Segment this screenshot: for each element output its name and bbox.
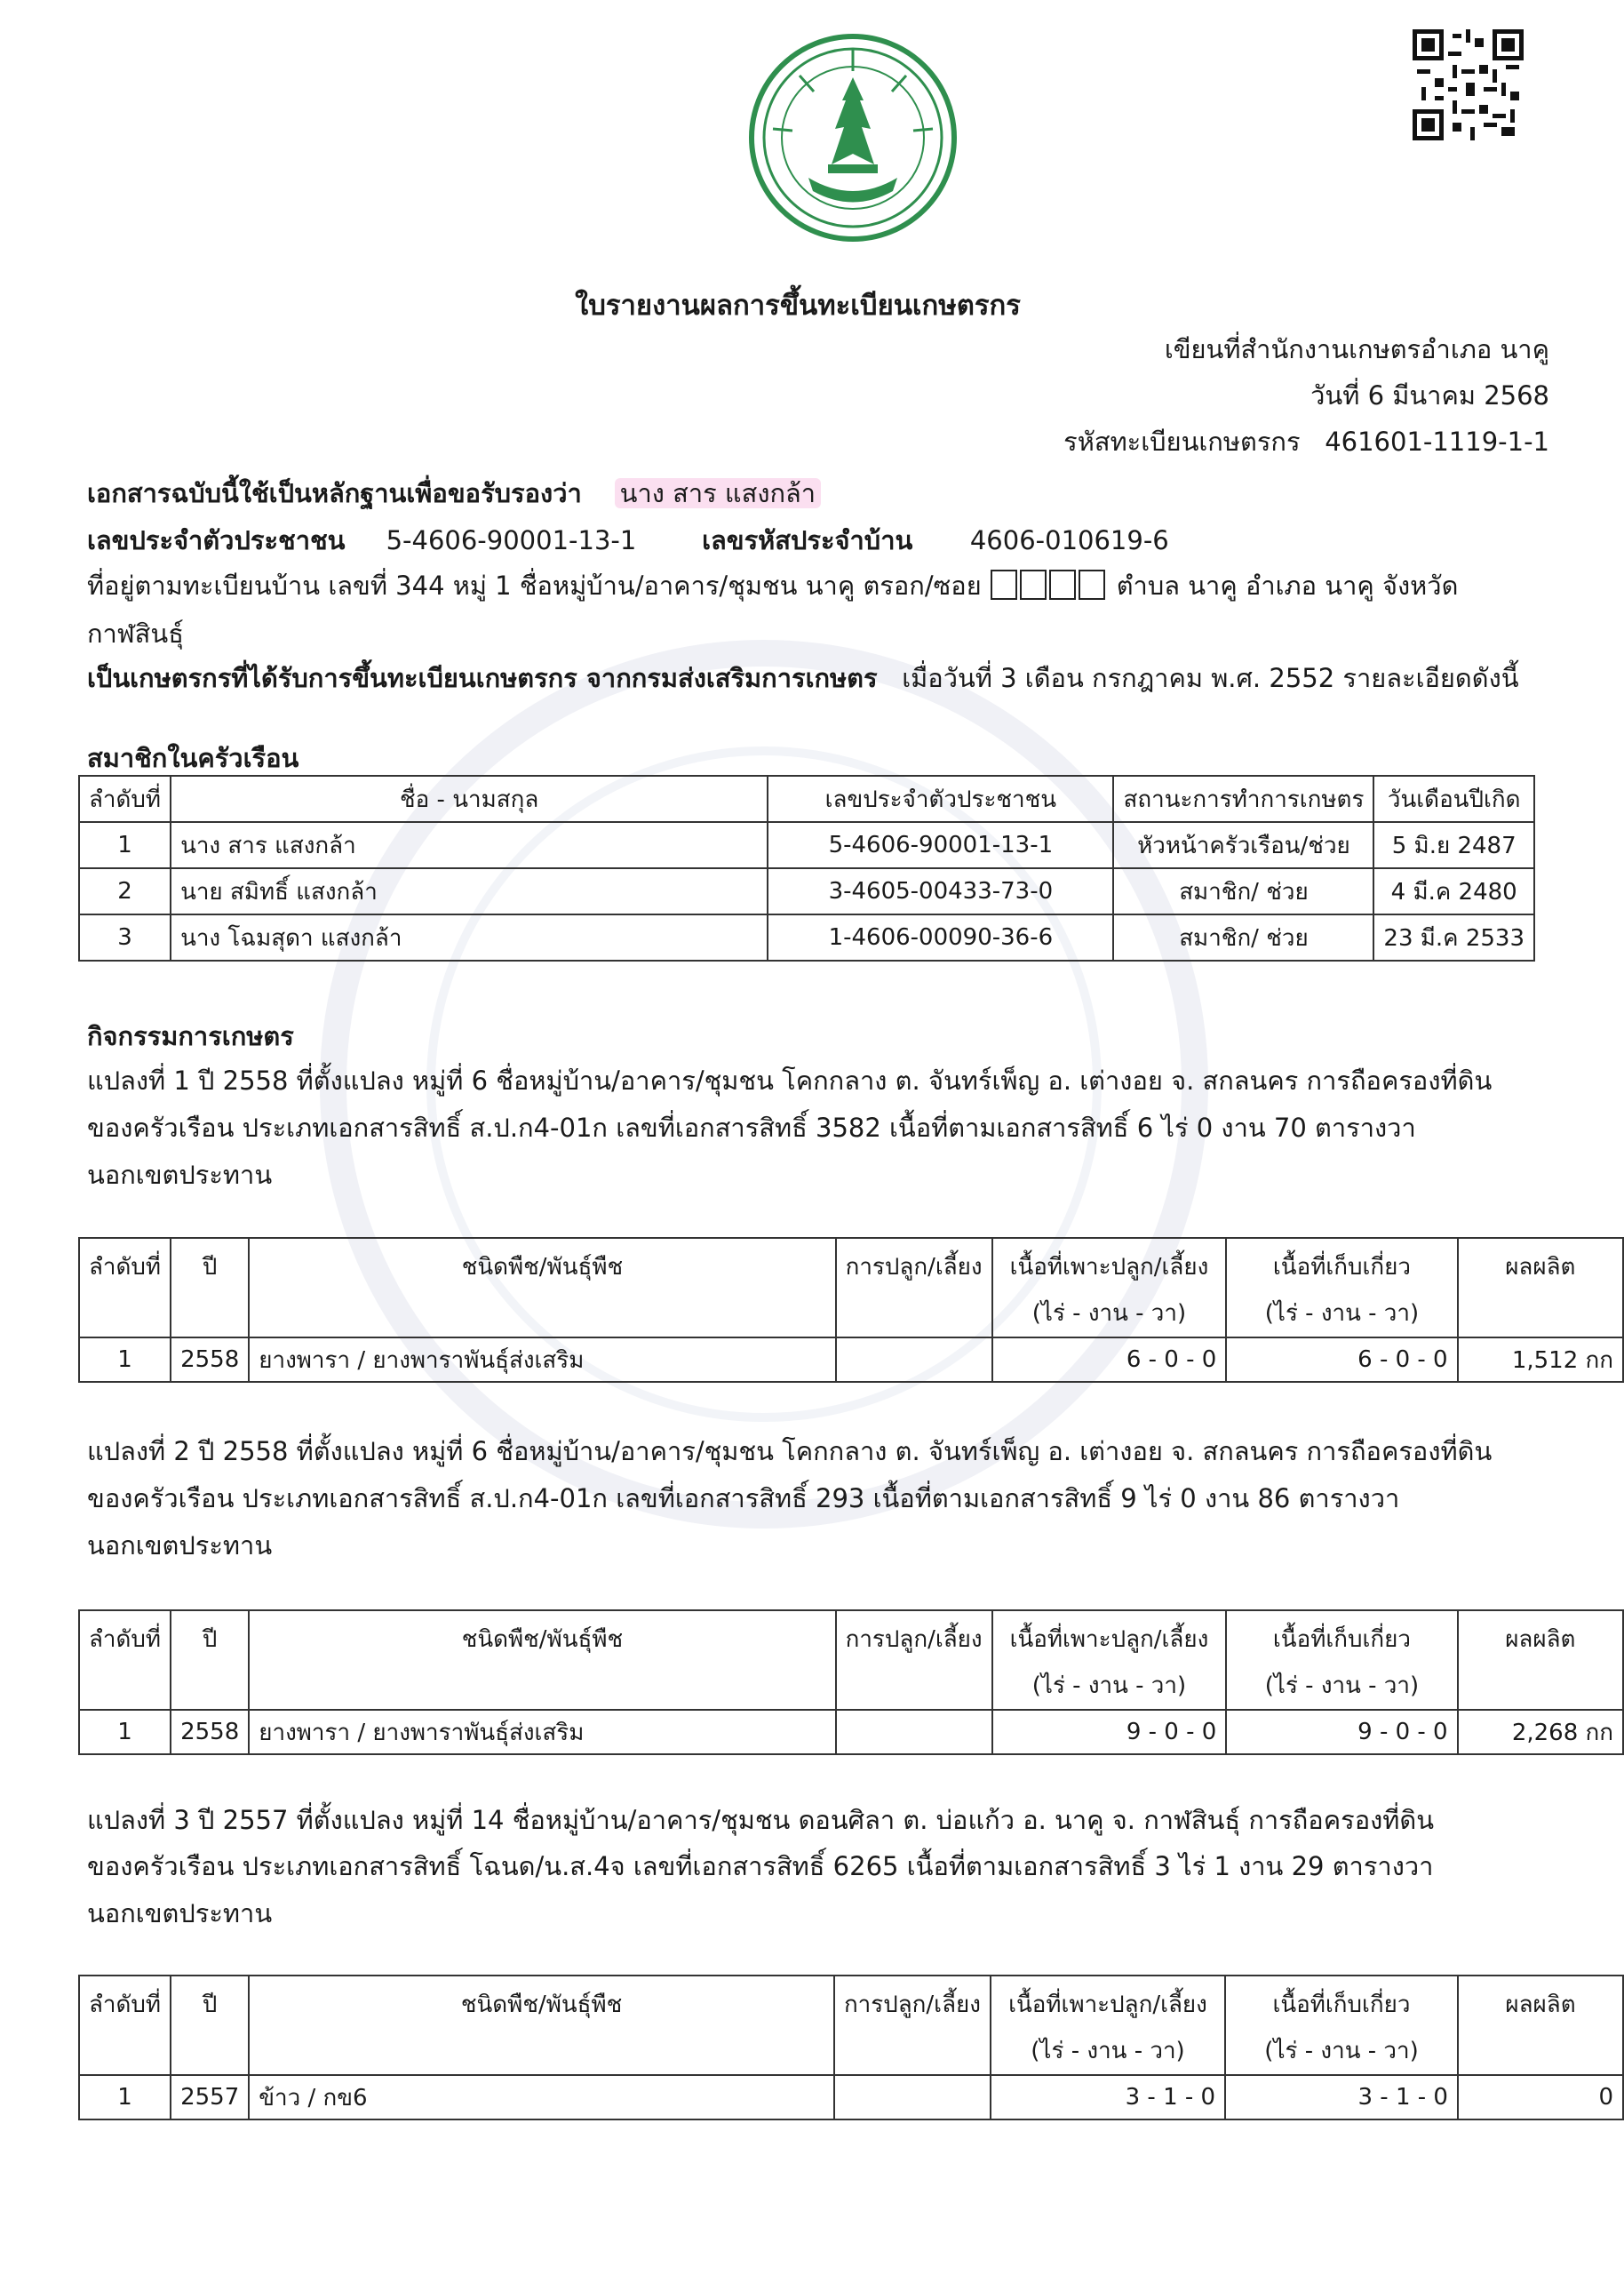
- unit-label: (ไร่ - งาน - วา): [1031, 2038, 1185, 2064]
- col-seq: ลำดับที่: [79, 776, 171, 822]
- plot-1-line-2: ของครัวเรือน ประเภทเอกสารสิทธิ์ ส.ป.ก4-01ก เลขที่เอกสารสิทธิ์ 3582 เนื้อที่ตามเอกสารสิทธิ์ 6 ไร่ 0 งาน 70 ตารางวา: [87, 1113, 1416, 1143]
- address-line-2: กาฬสินธุ์: [87, 619, 184, 649]
- plot-1-line-1: แปลงที่ 1 ปี 2558 ที่ตั้งแปลง หมู่ที่ 6 ชื่อหมู่บ้าน/อาคาร/ชุมชน โคกกลาง ต. จันทร์เพ็ญ อ. เต่างอย จ. สกลนคร การถือครองที่ดิน: [87, 1066, 1493, 1096]
- house-value: 4606-010619-6: [969, 525, 1169, 555]
- registration-bold: เป็นเกษตรกรที่ได้รับการขึ้นทะเบียนเกษตรกร จากกรมส่งเสริมการเกษตร: [87, 663, 878, 693]
- col-year: ปี: [171, 1610, 249, 1710]
- row-method: [836, 1337, 992, 1382]
- plot-header-row: [79, 1610, 1623, 1710]
- col-method: การปลูก/เลี้ยง: [836, 1610, 992, 1710]
- plot-3-table: [78, 1975, 1624, 2120]
- col-method: การปลูก/เลี้ยง: [836, 1238, 992, 1337]
- table-row: [79, 2075, 1623, 2119]
- row-year: 2558: [171, 1337, 249, 1382]
- row-year: 2558: [171, 1710, 249, 1754]
- table-row: [79, 1710, 1623, 1754]
- certify-line: [87, 473, 821, 514]
- table-row: [79, 822, 1534, 868]
- row-crop: ยางพารา / ยางพาราพันธุ์ส่งเสริม: [249, 1710, 835, 1754]
- plot-3-line-3: นอกเขตประทาน: [87, 1898, 273, 1928]
- plot-3-line-2: ของครัวเรือน ประเภทเอกสารสิทธิ์ โฉนด/น.ส.4จ เลขที่เอกสารสิทธิ์ 6265 เนื้อที่ตามเอกสารสิทธิ์ 3 ไร่ 1 งาน 29 ตารางวา: [87, 1851, 1434, 1881]
- unit-label: (ไร่ - งาน - วา): [1264, 2038, 1419, 2064]
- farmer-code-label: รหัสทะเบียนเกษตรกร: [1063, 427, 1301, 457]
- table-row: [79, 914, 1534, 961]
- member-seq: 1: [79, 822, 171, 868]
- unit-label: (ไร่ - งาน - วา): [1264, 1300, 1420, 1327]
- table-row: [79, 868, 1534, 914]
- planted-label: เนื้อที่เพาะปลูก/เลี้ยง: [1009, 1254, 1209, 1281]
- unit-label: (ไร่ - งาน - วา): [1031, 1672, 1187, 1699]
- col-name: ชื่อ - นามสกุล: [171, 776, 768, 822]
- member-birth: 5 มิ.ย 2487: [1373, 822, 1534, 868]
- blank-soi-boxes: [991, 570, 1108, 606]
- farmer-code-line: [1063, 421, 1549, 462]
- member-status: หัวหน้าครัวเรือน/ช่วย: [1113, 822, 1373, 868]
- plot-2-line-1: แปลงที่ 2 ปี 2558 ที่ตั้งแปลง หมู่ที่ 6 ชื่อหมู่บ้าน/อาคาร/ชุมชน โคกกลาง ต. จันทร์เพ็ญ อ. เต่างอย จ. สกลนคร การถือครองที่ดิน: [87, 1436, 1493, 1466]
- col-yield: ผลผลิต: [1458, 1976, 1623, 2075]
- row-planted: 6 - 0 - 0: [992, 1337, 1227, 1382]
- row-crop: ยางพารา / ยางพาราพันธุ์ส่งเสริม: [249, 1337, 835, 1382]
- col-method: การปลูก/เลี้ยง: [834, 1976, 991, 2075]
- department-seal-icon: [746, 31, 959, 244]
- document-title: ใบรายงานผลการขึ้นทะเบียนเกษตรกร: [575, 290, 1021, 322]
- certify-label: เอกสารฉบับนี้ใช้เป็นหลักฐานเพื่อขอรับรองว่า: [87, 478, 582, 508]
- col-crop: ชนิดพืช/พันธุ์พืช: [249, 1610, 835, 1710]
- row-harvested: 6 - 0 - 0: [1226, 1337, 1457, 1382]
- qr-code-icon: [1413, 29, 1524, 140]
- row-seq: 1: [79, 1337, 171, 1382]
- col-crop: ชนิดพืช/พันธุ์พืช: [249, 1976, 834, 2075]
- row-yield: 0: [1458, 2075, 1623, 2119]
- id-value: 5-4606-90001-13-1: [386, 525, 637, 555]
- member-seq: 3: [79, 914, 171, 961]
- unit-label: (ไร่ - งาน - วา): [1031, 1300, 1187, 1327]
- row-seq: 1: [79, 2075, 171, 2119]
- col-birth: วันเดือนปีเกิด: [1373, 776, 1534, 822]
- registration-line: [87, 658, 1519, 698]
- member-name: นาง โฉมสุดา แสงกล้า: [171, 914, 768, 961]
- col-id: เลขประจำตัวประชาชน: [768, 776, 1113, 822]
- col-yield: ผลผลิต: [1458, 1238, 1623, 1337]
- planted-label: เนื้อที่เพาะปลูก/เลี้ยง: [1008, 1992, 1207, 2018]
- col-seq: ลำดับที่: [79, 1610, 171, 1710]
- address-suffix: ตำบล นาคู อำเภอ นาคู จังหวัด: [1116, 571, 1459, 601]
- col-planted: [992, 1238, 1227, 1337]
- members-heading: สมาชิกในครัวเรือน: [87, 743, 299, 773]
- member-birth: 23 มี.ค 2533: [1373, 914, 1534, 961]
- col-planted: [992, 1610, 1227, 1710]
- row-harvested: 3 - 1 - 0: [1225, 2075, 1458, 2119]
- id-line: [87, 520, 1169, 561]
- unit-label: (ไร่ - งาน - วา): [1264, 1672, 1420, 1699]
- member-status: สมาชิก/ ช่วย: [1113, 868, 1373, 914]
- document-date: วันที่ 6 มีนาคม 2568: [1310, 380, 1549, 411]
- row-method: [834, 2075, 991, 2119]
- member-name: นาง สาร แสงกล้า: [171, 822, 768, 868]
- plot-3-line-1: แปลงที่ 3 ปี 2557 ที่ตั้งแปลง หมู่ที่ 14 ชื่อหมู่บ้าน/อาคาร/ชุมชน ดอนศิลา ต. บ่อแก้ว อ. นาคู จ. กาฬสินธุ์ การถือครองที่ดิน: [87, 1805, 1435, 1835]
- row-planted: 9 - 0 - 0: [992, 1710, 1227, 1754]
- certified-name: นาง สาร แสงกล้า: [615, 478, 821, 508]
- row-method: [836, 1710, 992, 1754]
- row-yield: 1,512 กก: [1458, 1337, 1623, 1382]
- col-yield: ผลผลิต: [1458, 1610, 1623, 1710]
- col-harvested: [1225, 1976, 1458, 2075]
- plot-1-table: [78, 1237, 1624, 1383]
- row-year: 2557: [171, 2075, 249, 2119]
- address-line: [87, 565, 1458, 606]
- harvested-label: เนื้อที่เก็บเกี่ยว: [1272, 1992, 1411, 2018]
- col-year: ปี: [171, 1976, 249, 2075]
- col-harvested: [1226, 1238, 1457, 1337]
- col-planted: [991, 1976, 1225, 2075]
- activities-heading: กิจกรรมการเกษตร: [87, 1021, 294, 1051]
- row-crop: ข้าว / กข6: [249, 2075, 834, 2119]
- col-harvested: [1226, 1610, 1457, 1710]
- id-label: เลขประจำตัวประชาชน: [87, 525, 346, 555]
- harvested-label: เนื้อที่เก็บเกี่ยว: [1272, 1626, 1411, 1653]
- plot-header-row: [79, 1238, 1623, 1337]
- plot-2-line-2: ของครัวเรือน ประเภทเอกสารสิทธิ์ ส.ป.ก4-01ก เลขที่เอกสารสิทธิ์ 293 เนื้อที่ตามเอกสารสิทธิ์ 9 ไร่ 0 งาน 86 ตารางวา: [87, 1483, 1400, 1513]
- plot-2-line-3: นอกเขตประทาน: [87, 1530, 273, 1561]
- plot-1-line-3: นอกเขตประทาน: [87, 1160, 273, 1190]
- col-crop: ชนิดพืช/พันธุ์พืช: [249, 1238, 835, 1337]
- member-id: 5-4606-90001-13-1: [768, 822, 1113, 868]
- member-name: นาย สมิทธิ์ แสงกล้า: [171, 868, 768, 914]
- member-id: 3-4605-00433-73-0: [768, 868, 1113, 914]
- table-row: [79, 1337, 1623, 1382]
- plot-2-table: [78, 1609, 1624, 1755]
- row-yield: 2,268 กก: [1458, 1710, 1623, 1754]
- address-prefix: ที่อยู่ตามทะเบียนบ้าน เลขที่ 344 หมู่ 1 ชื่อหมู่บ้าน/อาคาร/ชุมชน นาคู ตรอก/ซอย: [87, 571, 982, 601]
- farmer-code-value: 461601-1119-1-1: [1325, 427, 1549, 457]
- col-year: ปี: [171, 1238, 249, 1337]
- member-status: สมาชิก/ ช่วย: [1113, 914, 1373, 961]
- col-status: สถานะการทำการเกษตร: [1113, 776, 1373, 822]
- plot-header-row: [79, 1976, 1623, 2075]
- member-birth: 4 มี.ค 2480: [1373, 868, 1534, 914]
- written-at: เขียนที่สำนักงานเกษตรอำเภอ นาคู: [1164, 334, 1549, 364]
- row-seq: 1: [79, 1710, 171, 1754]
- planted-label: เนื้อที่เพาะปลูก/เลี้ยง: [1009, 1626, 1209, 1653]
- row-harvested: 9 - 0 - 0: [1226, 1710, 1457, 1754]
- members-table: [78, 775, 1535, 962]
- harvested-label: เนื้อที่เก็บเกี่ยว: [1272, 1254, 1411, 1281]
- members-header-row: [79, 776, 1534, 822]
- member-seq: 2: [79, 868, 171, 914]
- row-planted: 3 - 1 - 0: [991, 2075, 1225, 2119]
- member-id: 1-4606-00090-36-6: [768, 914, 1113, 961]
- registration-rest: เมื่อวันที่ 3 เดือน กรกฎาคม พ.ศ. 2552 รายละเอียดดังนี้: [902, 663, 1519, 693]
- house-label: เลขรหัสประจำบ้าน: [702, 525, 913, 555]
- col-seq: ลำดับที่: [79, 1238, 171, 1337]
- col-seq: ลำดับที่: [79, 1976, 171, 2075]
